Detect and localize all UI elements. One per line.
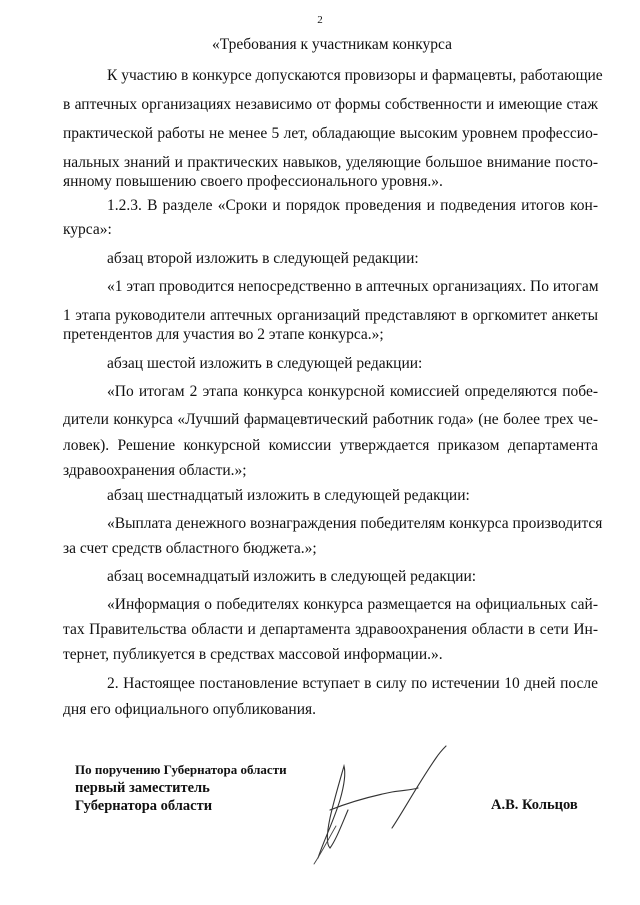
signatory-line-1: По поручению Губернатора области [75, 762, 287, 777]
text-line: «1 этап проводится непосредственно в аптечных организациях. По итогам [107, 278, 599, 295]
text-line: «Выплата денежного вознаграждения победителям конкурса производится [107, 515, 603, 532]
text-line: тах Правительства области и департамента здравоохранения области в сети Ин- [63, 621, 598, 638]
text-line: абзац шестой изложить в следующей редакции: [107, 355, 423, 372]
text-line: тернет, публикуется в средствах массовой информации.». [63, 646, 443, 663]
text-line: янному повышению своего профессионального уровня.». [63, 173, 443, 190]
text-line: 1 этапа руководители аптечных организаций представляют в оргкомитет анкеты [63, 307, 598, 324]
text-line: в аптечных организациях независимо от формы собственности и имеющие стаж [63, 96, 598, 113]
text-line: «Информация о победителях конкурса размещается на официальных сай- [107, 596, 598, 613]
text-line: дители конкурса «Лучший фармацевтический работник года» (не более трех че- [63, 411, 598, 428]
text-line: абзац шестнадцатый изложить в следующей редакции: [107, 487, 470, 504]
signatory-title [75, 761, 287, 815]
signatory-name: А.В. Кольцов [491, 797, 578, 813]
text-line: «По итогам 2 этапа конкурса конкурсной комиссией определяются побе- [107, 383, 598, 400]
signatory-line-2: первый заместитель [75, 780, 210, 796]
text-line: претендентов для участия во 2 этапе конкурса.»; [63, 326, 384, 343]
text-line: курса»: [63, 221, 112, 238]
handwritten-signature [300, 740, 460, 870]
text-line: 2. Настоящее постановление вступает в силу по истечении 10 дней после [107, 675, 598, 692]
text-line: абзац восемнадцатый изложить в следующей редакции: [107, 568, 477, 585]
text-line: К участию в конкурсе допускаются провизоры и фармацевты, работающие [107, 67, 603, 84]
text-line: 1.2.3. В разделе «Сроки и порядок проведения и подведения итогов кон- [107, 197, 598, 214]
text-line: дня его официального опубликования. [63, 701, 317, 718]
text-line: за счет средств областного бюджета.»; [63, 540, 317, 557]
text-line: нальных знаний и практических навыков, уделяющие большое внимание посто- [63, 154, 598, 171]
text-line: ловек). Решение конкурсной комиссии утверждается приказом департамента [63, 437, 598, 454]
section-heading: «Требования к участникам конкурса [212, 36, 452, 53]
signatory-line-3: Губернатора области [75, 798, 213, 814]
page-number: 2 [317, 14, 323, 26]
text-line: здравоохранения области.»; [63, 462, 247, 479]
text-line: абзац второй изложить в следующей редакции: [107, 250, 419, 267]
text-line: практической работы не менее 5 лет, обладающие высоким уровнем профессио- [63, 125, 598, 142]
